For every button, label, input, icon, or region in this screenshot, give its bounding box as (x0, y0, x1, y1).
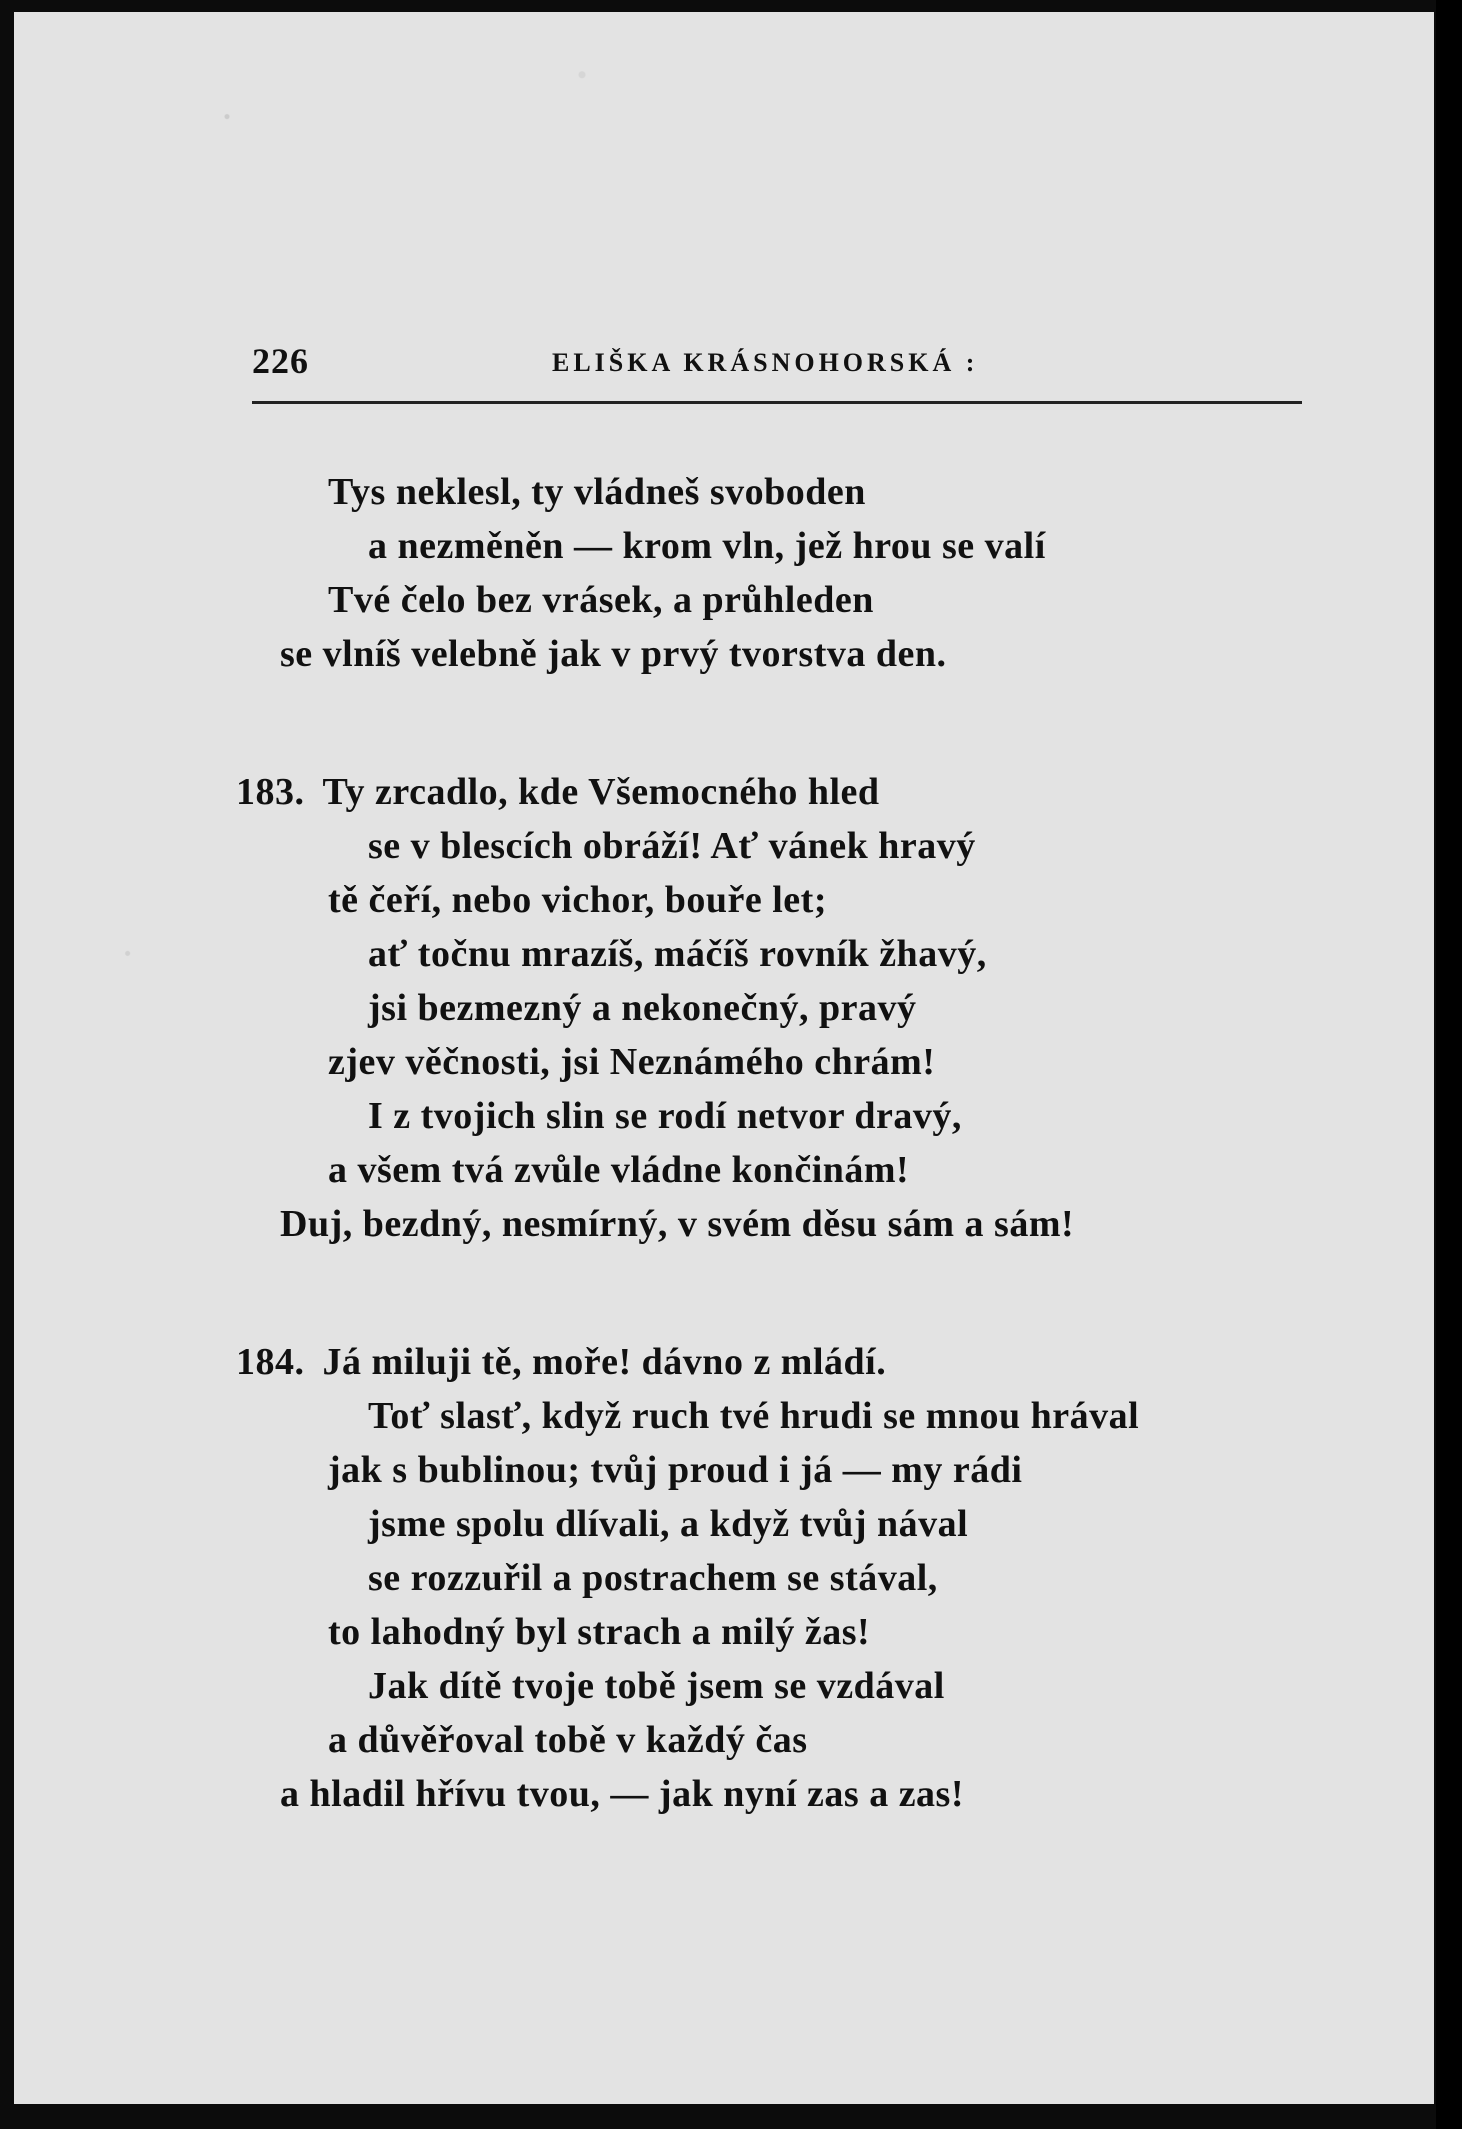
verse-line: jsme spolu dlívali, a když tvůj nával (368, 1503, 969, 1545)
stanza-number: 184. (236, 1341, 305, 1383)
verse-line: I z tvojich slin se rodí netvor dravý, (368, 1095, 962, 1137)
verse-line: Toť slasť, když ruch tvé hrudi se mnou hrával (368, 1395, 1140, 1437)
scan-border (1436, 0, 1462, 2129)
verse-text: Já miluji tě, moře! dávno z mládí. (322, 1341, 887, 1383)
running-head (252, 332, 1302, 380)
verse-line: se rozzuřil a postrachem se stával, (368, 1557, 938, 1599)
verse-line: jsi bezmezný a nekonečný, pravý (368, 987, 917, 1029)
verse-line: a důvěřoval tobě v každý čas (328, 1719, 808, 1761)
verse-line: Tvé čelo bez vrásek, a průhleden (328, 579, 874, 621)
verse-text: Ty zrcadlo, kde Všemocného hled (322, 771, 880, 813)
verse-line: a všem tvá zvůle vládne končinám! (328, 1149, 910, 1191)
verse-line (236, 770, 880, 814)
verse-line (236, 1340, 886, 1384)
verse-line: a hladil hřívu tvou, — jak nyní zas a zas! (280, 1773, 964, 1815)
verse-line: se v blescích obráží! Ať vánek hravý (368, 825, 976, 867)
verse-line: tě čeří, nebo vichor, bouře let; (328, 879, 827, 921)
verse-line: to lahodný byl strach a milý žas! (328, 1611, 871, 1653)
header-rule (252, 401, 1302, 404)
stanza-number: 183. (236, 771, 305, 813)
running-title: ELIŠKA KRÁSNOHORSKÁ : (552, 348, 979, 377)
verse-line: Duj, bezdný, nesmírný, v svém děsu sám a sám! (280, 1203, 1075, 1245)
verse-line: ať točnu mrazíš, máčíš rovník žhavý, (368, 933, 987, 975)
book-page (14, 12, 1434, 2104)
verse-line: Tys neklesl, ty vládneš svoboden (328, 471, 866, 513)
verse-line: Jak dítě tvoje tobě jsem se vzdával (368, 1665, 945, 1707)
page-number: 226 (252, 341, 309, 381)
verse-line: a nezměněn — krom vln, jež hrou se valí (368, 525, 1046, 567)
verse-line: se vlníš velebně jak v prvý tvorstva den. (280, 633, 947, 675)
verse-line: zjev věčnosti, jsi Neznámého chrám! (328, 1041, 936, 1083)
verse-line: jak s bublinou; tvůj proud i já — my rádi (328, 1449, 1023, 1491)
